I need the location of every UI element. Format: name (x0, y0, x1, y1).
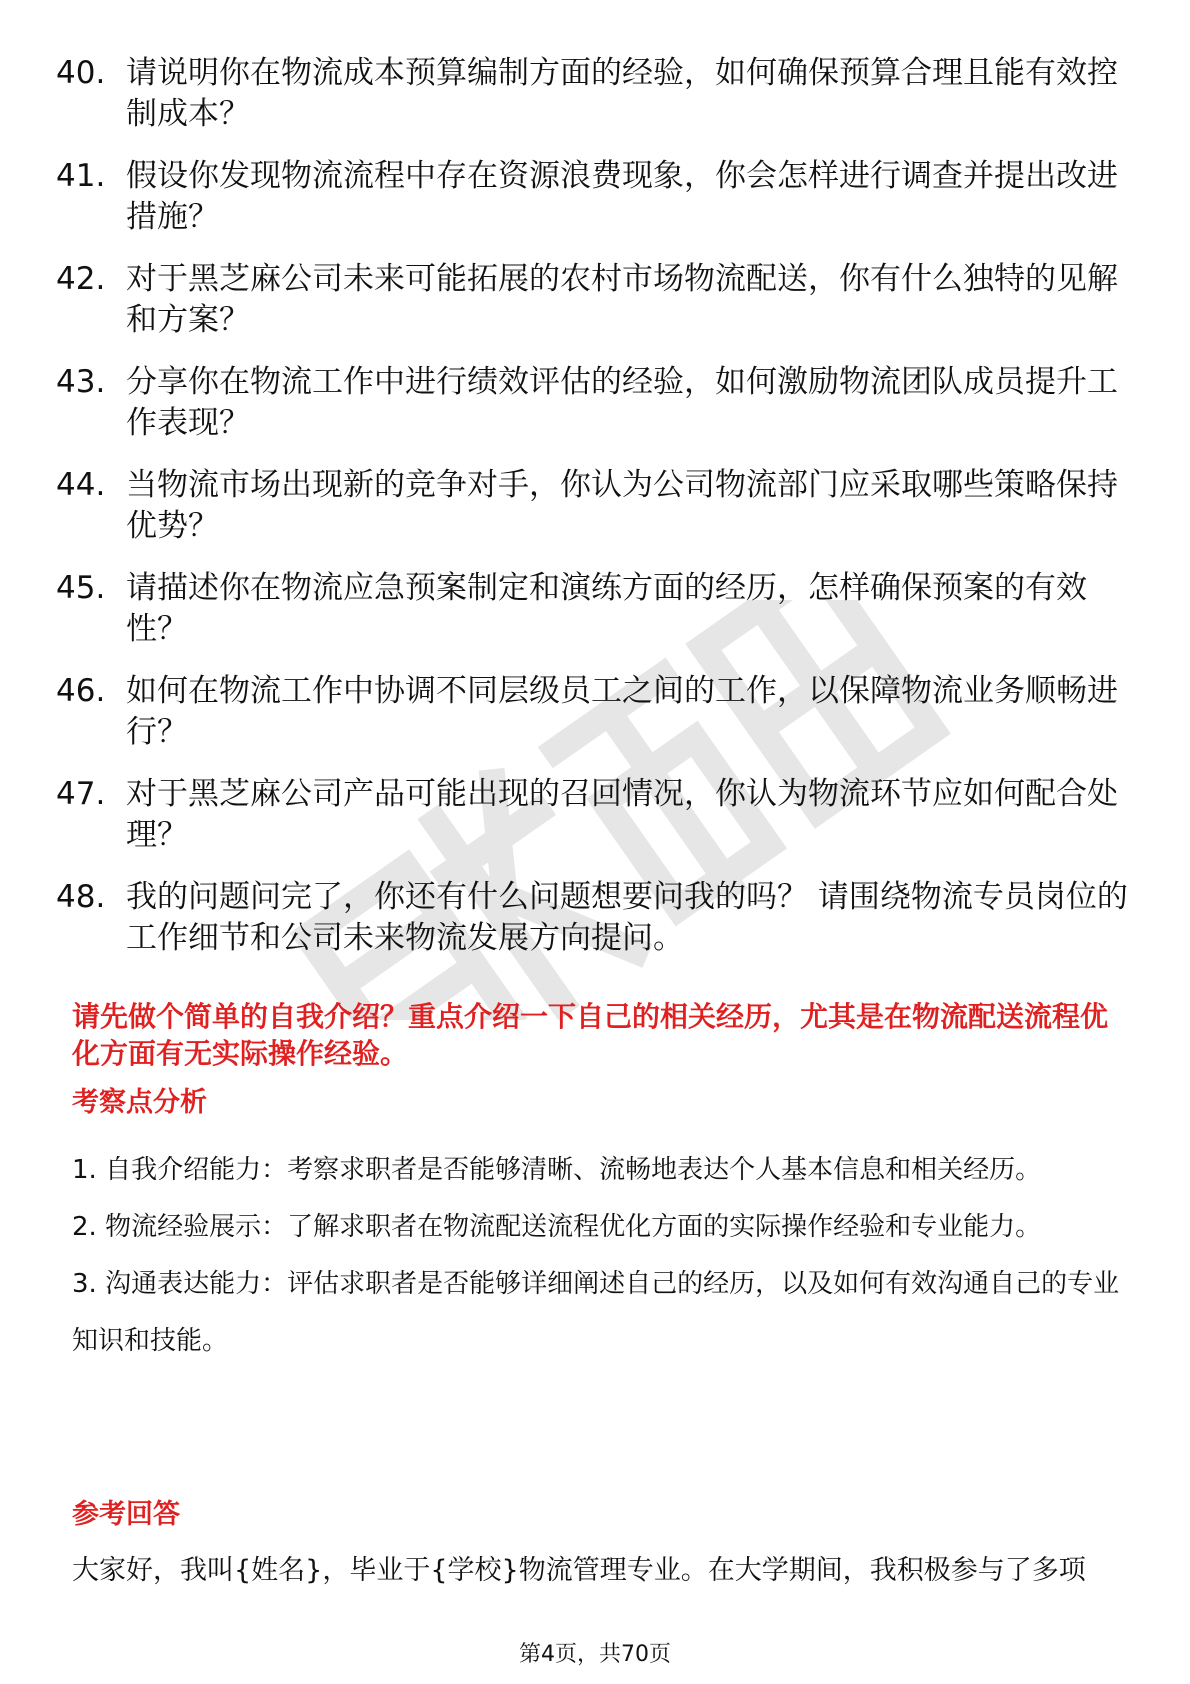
question-item (56, 259, 1136, 341)
question-item (56, 877, 1136, 959)
page-footer: 第4页，共70页 (519, 1642, 671, 1667)
question-text: 如何在物流工作中协调不同层级员工之间的工作，以保障物流业务顺畅进行？ (126, 673, 1118, 750)
question-number: 46. (56, 673, 106, 709)
question-text: 我的问题问完了，你还有什么问题想要问我的吗？ 请围绕物流专员岗位的工作细节和公司未来物流发展方向提问。 (126, 879, 1128, 956)
question-number: 41. (56, 158, 106, 194)
question-number: 40. (56, 55, 106, 91)
highlight-question: 请先做个简单的自我介绍？重点介绍一下自己的相关经历，尤其是在物流配送流程优化方面有无实际操作经验。 (72, 1000, 1109, 1070)
question-number: 45. (56, 570, 106, 606)
question-item (56, 465, 1136, 547)
analysis-item: 3. 沟通表达能力：评估求职者是否能够详细阐述自己的经历，以及如何有效沟通自己的专业知识和技能。 (72, 1269, 1120, 1356)
question-number: 43. (56, 364, 106, 400)
question-item (56, 362, 1136, 444)
question-item (56, 568, 1136, 650)
question-text: 请说明你在物流成本预算编制方面的经验，如何确保预算合理且能有效控制成本？ (126, 55, 1118, 132)
question-number: 42. (56, 261, 106, 297)
question-item (56, 774, 1136, 856)
question-item (56, 156, 1136, 238)
question-number: 47. (56, 776, 106, 812)
question-text: 对于黑芝麻公司产品可能出现的召回情况，你认为物流环节应如何配合处理？ (126, 776, 1118, 853)
question-item (56, 671, 1136, 753)
question-text: 请描述你在物流应急预案制定和演练方面的经历，怎样确保预案的有效性？ (126, 570, 1087, 647)
question-item (56, 53, 1136, 135)
question-text: 当物流市场出现新的竞争对手，你认为公司物流部门应采取哪些策略保持优势？ (126, 467, 1118, 544)
analysis-item: 2. 物流经验展示：了解求职者在物流配送流程优化方面的实际操作经验和专业能力。 (72, 1212, 1042, 1242)
question-list (56, 53, 1136, 980)
question-text: 对于黑芝麻公司未来可能拓展的农村市场物流配送，你有什么独特的见解和方案？ (126, 261, 1118, 338)
answer-text: 大家好，我叫{姓名}，毕业于{学校}物流管理专业。在大学期间，我积极参与了多项 (72, 1555, 1086, 1586)
question-number: 44. (56, 467, 106, 503)
analysis-item: 1. 自我介绍能力：考察求职者是否能够清晰、流畅地表达个人基本信息和相关经历。 (72, 1155, 1042, 1185)
answer-heading: 参考回答 (72, 1499, 180, 1530)
analysis-heading: 考察点分析 (72, 1087, 207, 1118)
question-text: 分享你在物流工作中进行绩效评估的经验，如何激励物流团队成员提升工作表现？ (126, 364, 1118, 441)
question-number: 48. (56, 879, 106, 915)
question-text: 假设你发现物流流程中存在资源浪费现象，你会怎样进行调查并提出改进措施？ (126, 158, 1118, 235)
analysis-list (72, 1142, 1122, 1370)
